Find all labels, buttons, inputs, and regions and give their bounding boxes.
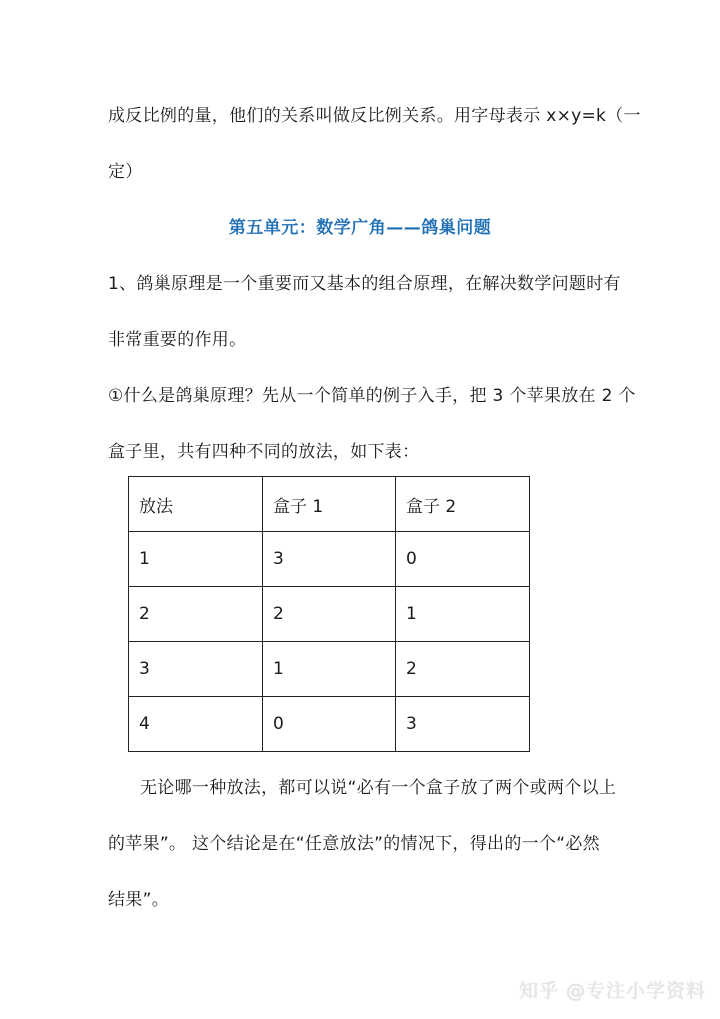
table-cell: 2 <box>396 642 530 697</box>
table-row <box>129 642 530 697</box>
table-cell: 1 <box>129 532 263 587</box>
intro-line-1: 成反比例的量，他们的关系叫做反比例关系。用字母表示 x×y=k（一 <box>108 106 641 126</box>
table-cell: 0 <box>263 697 396 752</box>
zhihu-watermark: 知乎 @专注小学资料 <box>518 980 706 1002</box>
table-cell: 3 <box>263 532 396 587</box>
table-cell: 1 <box>263 642 396 697</box>
table-cell: 4 <box>129 697 263 752</box>
table-header-row <box>129 477 530 532</box>
para2-line-2: 盒子里，共有四种不同的放法，如下表： <box>108 442 420 462</box>
para2-line-1: ①什么是鸽巢原理？先从一个简单的例子入手，把 3 个苹果放在 2 个 <box>108 386 636 406</box>
table-header-cell: 盒子 1 <box>263 477 396 532</box>
table-cell: 2 <box>129 587 263 642</box>
para1-line-1: 1、鸽巢原理是一个重要而又基本的组合原理，在解决数学问题时有 <box>108 274 621 294</box>
para1-line-2: 非常重要的作用。 <box>108 330 247 350</box>
table-row <box>129 587 530 642</box>
table-cell: 3 <box>129 642 263 697</box>
table-header-cell: 盒子 2 <box>396 477 530 532</box>
table-row <box>129 697 530 752</box>
table-row <box>129 532 530 587</box>
table-cell: 1 <box>396 587 530 642</box>
table-cell: 0 <box>396 532 530 587</box>
para3-line-3: 结果”。 <box>108 890 170 910</box>
para3-line-2: 的苹果”。 这个结论是在“任意放法”的情况下，得出的一个“必然 <box>108 834 600 854</box>
placement-methods-table <box>128 476 530 752</box>
table-cell: 3 <box>396 697 530 752</box>
section-title: 第五单元：数学广角——鸽巢问题 <box>228 218 492 238</box>
intro-line-2: 定） <box>108 162 143 182</box>
table-header-cell: 放法 <box>129 477 263 532</box>
table-cell: 2 <box>263 587 396 642</box>
para3-line-1: 无论哪一种放法，都可以说“必有一个盒子放了两个或两个以上 <box>140 778 617 798</box>
